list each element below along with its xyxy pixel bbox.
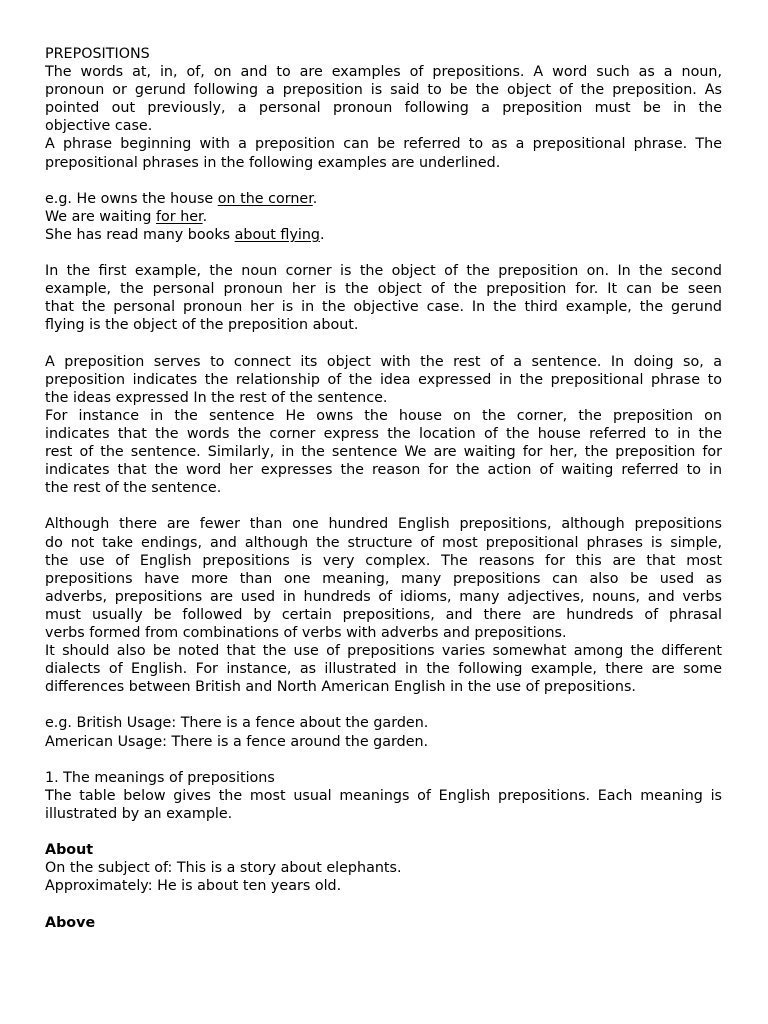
paragraph-line: prepositions have more than one meaning, many prepositions can also be used as	[45, 570, 722, 587]
paragraph-line: It should also be noted that the use of prepositions varies somewhat among the different	[45, 643, 722, 660]
paragraph-line: indicates that the words the corner express the location of the house referred to in the	[45, 425, 722, 442]
paragraph-preposition-role	[45, 353, 722, 407]
blank-line	[45, 823, 722, 841]
examples-underlined	[45, 190, 722, 244]
example-line	[45, 226, 722, 244]
paragraph-line: the use of English prepositions is very complex. The reasons for this are that most	[45, 552, 722, 569]
paragraph-line: A phrase beginning with a preposition can be referred to as a prepositional phrase. The	[45, 136, 722, 153]
blank-line	[45, 497, 722, 515]
paragraph-line: dialects of English. For instance, as illustrated in the following example, there are some	[45, 661, 722, 678]
paragraph-line: must usually be followed by certain prepositions, and there are hundreds of phrasal	[45, 606, 722, 623]
example-line	[45, 208, 722, 226]
paragraph-intro	[45, 63, 722, 135]
blank-line	[45, 751, 722, 769]
paragraph-line: The words at, in, of, on and to are examples of prepositions. A word such as a noun,	[45, 64, 722, 81]
blank-line	[45, 335, 722, 353]
example-text: .	[312, 190, 318, 207]
underlined-phrase: for her	[156, 208, 203, 225]
example-text: .	[320, 226, 325, 243]
section-heading: 1. The meanings of prepositions	[45, 769, 275, 786]
paragraph-line: A preposition serves to connect its object with the rest of a sentence. In doing so, a	[45, 353, 722, 370]
paragraph-line: do not take endings, and although the structure of most prepositional phrases is simple,	[45, 534, 722, 551]
underlined-phrase: on the corner	[217, 190, 313, 207]
paragraph-line: illustrated by an example.	[45, 805, 233, 822]
paragraph-examples-explained	[45, 262, 722, 334]
entry-above	[45, 914, 722, 932]
paragraph-complexity	[45, 515, 722, 642]
paragraph-line: For instance in the sentence He owns the house on the corner, the preposition on	[45, 407, 722, 424]
example-text: e.g. He owns the house	[45, 190, 218, 207]
paragraph-line: differences between British and North American English in the use of prepositions.	[45, 679, 636, 696]
example-text: We are waiting	[45, 208, 156, 225]
entry-heading: Above	[45, 914, 96, 931]
paragraph-line: prepositional phrases in the following examples are underlined.	[45, 154, 501, 171]
paragraph-line: adverbs, prepositions are used in hundreds of idioms, many adjectives, nouns, and verbs	[45, 588, 722, 605]
entry-about	[45, 841, 722, 895]
paragraph-line: example, the personal pronoun her is the object of the preposition for. It can be seen	[45, 281, 722, 298]
paragraph-phrase-definition	[45, 135, 722, 171]
entry-line: On the subject of: This is a story about elephants.	[45, 860, 402, 877]
entry-line: Approximately: He is about ten years old.	[45, 878, 342, 895]
document-title: PREPOSITIONS	[45, 46, 150, 62]
example-text: .	[202, 208, 208, 225]
example-line: American Usage: There is a fence around the garden.	[45, 733, 429, 750]
examples-usage	[45, 714, 722, 750]
blank-line	[45, 172, 722, 190]
paragraph-line: objective case.	[45, 118, 153, 135]
paragraph-line: verbs formed from combinations of verbs with adverbs and prepositions.	[45, 625, 567, 641]
paragraph-line: Although there are fewer than one hundred English prepositions, although prepositions	[45, 516, 722, 533]
blank-line	[45, 895, 722, 913]
paragraph-line: the ideas expressed In the rest of the sentence.	[45, 389, 388, 406]
paragraph-line: The table below gives the most usual meanings of English prepositions. Each meaning is	[45, 787, 722, 804]
paragraph-line: rest of the sentence. Similarly, in the sentence We are waiting for her, the preposition for	[45, 444, 722, 461]
blank-line	[45, 696, 722, 714]
paragraph-line: pointed out previously, a personal pronoun following a preposition must be in the	[45, 100, 722, 117]
paragraph-line: that the personal pronoun her is in the objective case. In the third example, the gerund	[45, 299, 722, 316]
underlined-phrase: about flying	[234, 226, 321, 243]
paragraph-line: indicates that the word her expresses the reason for the action of waiting referred to in	[45, 462, 722, 479]
paragraph-line: In the first example, the noun corner is the object of the preposition on. In the second	[45, 263, 722, 280]
paragraph-dialects	[45, 642, 722, 696]
blank-line	[45, 244, 722, 262]
example-text: She has read many books	[45, 226, 235, 243]
section-meanings	[45, 769, 722, 823]
paragraph-line: preposition indicates the relationship of the idea expressed in the prepositional phrase to	[45, 371, 722, 388]
paragraph-for-instance	[45, 407, 722, 497]
entry-heading: About	[45, 842, 94, 859]
document-page	[45, 45, 722, 932]
paragraph-line: flying is the object of the preposition about.	[45, 317, 359, 334]
example-line: e.g. British Usage: There is a fence about the garden.	[45, 715, 429, 732]
paragraph-line: pronoun or gerund following a preposition is said to be the object of the preposition. As	[45, 82, 722, 99]
example-line	[45, 190, 722, 208]
paragraph-line: the rest of the sentence.	[45, 480, 222, 497]
